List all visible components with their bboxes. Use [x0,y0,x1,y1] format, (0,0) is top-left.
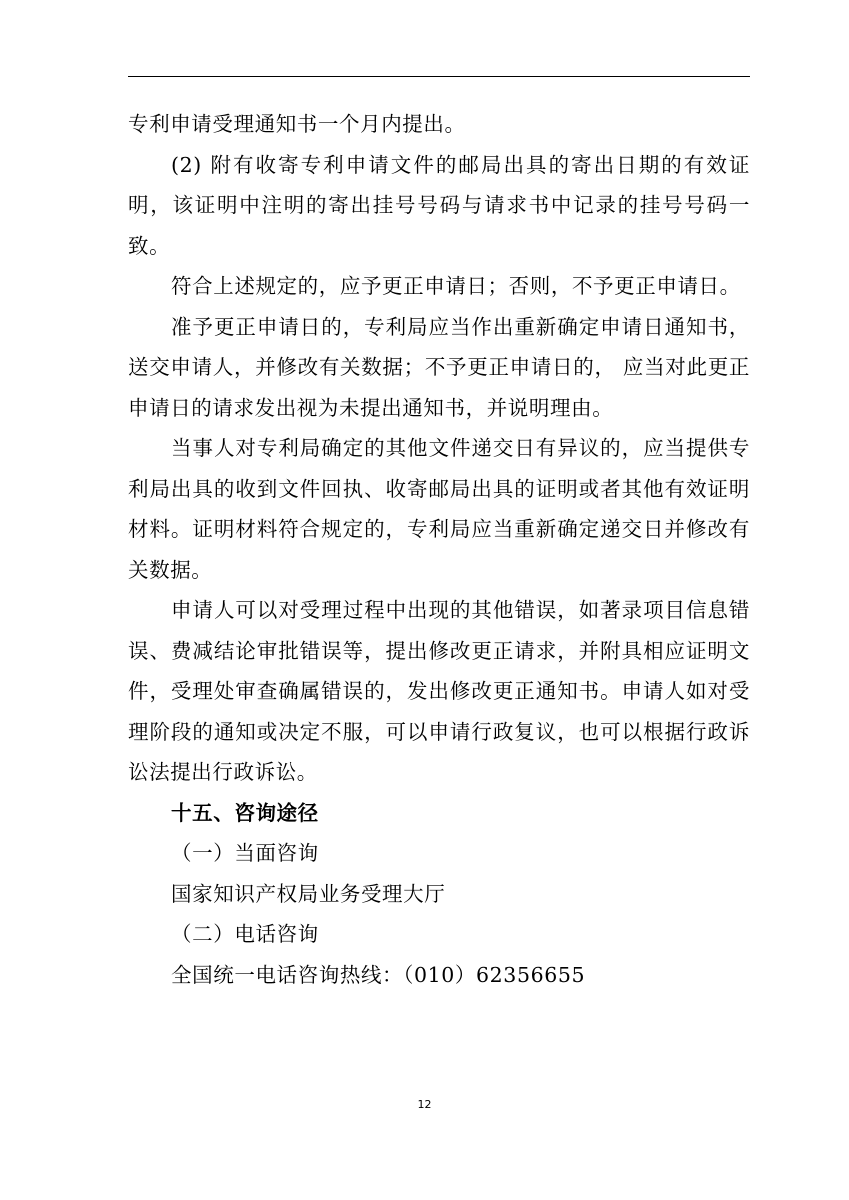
paragraph-6: 申请人可以对受理过程中出现的其他错误，如著录项目信息错误、费减结论审批错误等，提出修改更正请求，并附具相应证明文件，受理处审查确属错误的，发出修改更正通知书。申请人如对受理阶段的通知或决定不服，可以申请行政复议，也可以根据行政诉讼法提出行政诉讼。 [128,598,750,784]
header-rule [128,76,750,77]
paragraph-4: 准予更正申请日的，专利局应当作出重新确定申请日通知书，送交申请人，并修改有关数据；不予更正申请日的， 应当对此更正申请日的请求发出视为未提出通知书，并说明理由。 [128,314,750,420]
subsection-phone: （二）电话咨询 [171,922,319,946]
document-body [128,104,750,995]
paragraph-2: (2) 附有收寄专利申请文件的邮局出具的寄出日期的有效证明，该证明中注明的寄出挂号号码与请求书中记录的挂号号码一致。 [128,152,750,258]
phone-hotline: 全国统一电话咨询热线：（010）62356655 [171,962,586,987]
page-number: 12 [417,1098,432,1111]
paragraph-3: 符合上述规定的，应予更正申请日；否则，不予更正申请日。 [171,274,741,298]
section-heading: 十五、咨询途径 [171,800,319,825]
in-person-location: 国家知识产权局业务受理大厅 [171,881,446,906]
subsection-in-person: （一）当面咨询 [171,841,319,865]
paragraph-5: 当事人对专利局确定的其他文件递交日有异议的，应当提供专利局出具的收到文件回执、收寄邮局出具的证明或者其他有效证明材料。证明材料符合规定的，专利局应当重新确定递交日并修改有关数据。 [128,436,750,582]
paragraph-1: 专利申请受理通知书一个月内提出。 [128,112,466,136]
